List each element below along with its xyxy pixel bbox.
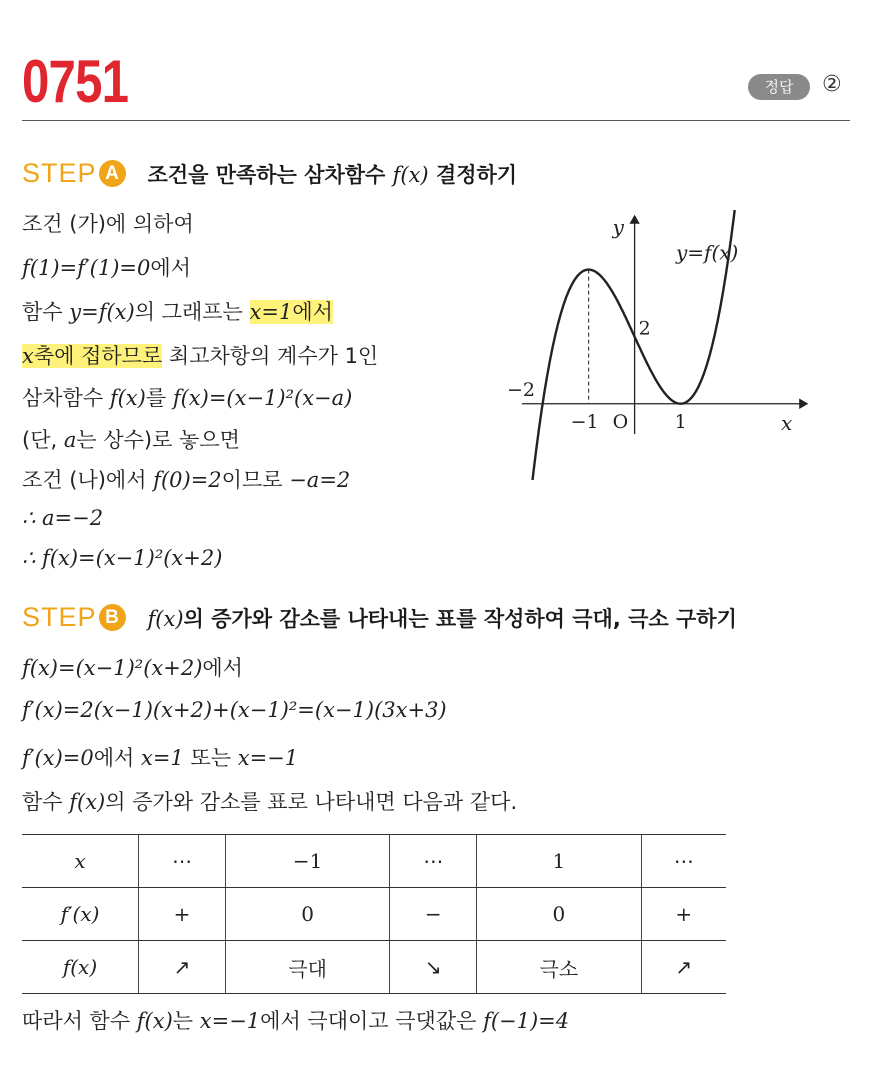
highlight-tangent-point <box>250 300 333 324</box>
step-a-line-3-pre: 함수 <box>22 300 70 324</box>
highlight-tangent-point-text: 에서 <box>292 300 333 324</box>
step-b-line-1-math: f(x)=(x−1)²(x+2) <box>22 656 203 680</box>
step-a-line-7-math-1: f(0)=2 <box>153 468 222 492</box>
step-a-line-1 <box>22 208 194 238</box>
highlight-tangent-point-math: x=1 <box>249 300 293 324</box>
table-row-function <box>22 941 726 994</box>
step-a-line-9 <box>22 546 222 570</box>
step-a-line-8-math: ∴ a=−2 <box>22 506 104 530</box>
table-cell: −1 <box>226 835 390 888</box>
step-a-title-post: 결정하기 <box>428 162 518 187</box>
step-a-line-9-math: ∴ f(x)=(x−1)²(x+2) <box>22 546 223 570</box>
step-a-line-7-math-2: −a=2 <box>289 468 351 492</box>
step-a-line-5 <box>22 382 352 412</box>
step-a-line-5-pre: 삼차함수 <box>22 386 110 410</box>
table-row-x <box>22 835 726 888</box>
conclusion-math-3: f(−1)=4 <box>483 1009 570 1033</box>
step-a-line-7-mid: 이므로 <box>221 468 290 492</box>
step-b-line-2 <box>22 698 447 722</box>
table-cell: − <box>390 888 477 941</box>
step-b-line-4-pre: 함수 <box>22 790 70 814</box>
step-a-line-7 <box>22 464 350 494</box>
curve-label: y=f(x) <box>676 240 739 265</box>
step-a-line-5-math-1: f(x) <box>109 386 146 410</box>
y-intercept-label: 2 <box>638 317 651 340</box>
step-b-line-3-math-2: x=1 <box>140 746 184 770</box>
step-b-line-4-math: f(x) <box>69 790 106 814</box>
step-a-word: STEP <box>22 158 97 188</box>
cubic-function-graph <box>505 210 815 480</box>
table-row-derivative <box>22 888 726 941</box>
step-a-line-3-mid: 의 그래프는 <box>134 300 250 324</box>
table-cell: 1 <box>477 835 641 888</box>
x-intercept-label: −2 <box>507 378 536 401</box>
answer-badge: 정답 <box>748 74 810 100</box>
tick-label-neg-1: −1 <box>570 410 599 433</box>
table-cell: ↗ <box>641 941 726 994</box>
step-b-letter-badge: B <box>99 604 126 631</box>
origin-label: O <box>612 410 629 433</box>
step-b-title-post: 의 증가와 감소를 나타내는 표를 작성하여 극대, 극소 구하기 <box>183 606 737 631</box>
tick-label-1: 1 <box>674 410 687 433</box>
step-a-line-6-pre: (단, <box>22 428 64 452</box>
step-a-line-2-math: f(1)=f′(1)=0 <box>22 256 151 280</box>
step-a-line-6-math: a <box>63 428 77 452</box>
step-a-line-6 <box>22 424 240 454</box>
table-cell: 극소 <box>477 941 641 994</box>
step-b-line-4-post: 의 증가와 감소를 표로 나타내면 다음과 같다. <box>105 790 518 814</box>
step-a-line-2-post: 에서 <box>150 256 191 280</box>
step-a-line-5-mid: 를 <box>145 386 173 410</box>
conclusion-math-1: f(x) <box>136 1009 173 1033</box>
table-cell: 0 <box>226 888 390 941</box>
highlight-tangent-axis-text: 축에 접하므로 <box>33 344 163 368</box>
table-cell: + <box>139 888 226 941</box>
step-b-line-1 <box>22 652 243 682</box>
step-b-line-3 <box>22 742 298 772</box>
conclusion-line <box>22 1005 569 1035</box>
step-b-line-3-math-1: f′(x)=0 <box>22 746 94 770</box>
step-a-line-3 <box>22 296 333 326</box>
highlight-tangent-axis-math: x <box>22 344 34 368</box>
conclusion-math-2: x=−1 <box>199 1009 261 1033</box>
step-a-heading <box>22 158 517 189</box>
table-cell: ↗ <box>139 941 226 994</box>
conclusion-pre: 따라서 함수 <box>22 1009 137 1033</box>
y-axis-label: y <box>612 215 624 239</box>
step-b-line-2-math: f′(x)=2(x−1)(x+2)+(x−1)²=(x−1)(3x+3) <box>22 698 447 722</box>
step-a-line-4-post: 최고차항의 계수가 1인 <box>162 344 379 368</box>
step-b-line-1-post: 에서 <box>202 656 243 680</box>
table-cell: ↘ <box>390 941 477 994</box>
step-b-line-3-math-3: x=−1 <box>237 746 299 770</box>
step-a-line-5-math-2: f(x)=(x−1)²(x−a) <box>172 386 353 410</box>
step-a-title-pre: 조건을 만족하는 삼차함수 <box>147 162 393 187</box>
x-axis-label: x <box>781 410 793 435</box>
step-a-line-4 <box>22 340 378 370</box>
step-a-line-7-pre: 조건 (나)에서 <box>22 468 154 492</box>
table-cell: f′(x) <box>22 888 139 941</box>
step-a-line-3-math: y=f(x) <box>69 300 135 324</box>
table-cell: ⋯ <box>390 835 477 888</box>
problem-number: 0751 <box>22 48 129 115</box>
step-a-letter-badge: A <box>99 160 126 187</box>
conclusion-mid: 는 <box>172 1009 200 1033</box>
table-cell: f(x) <box>22 941 139 994</box>
step-b-line-3-mid: 에서 <box>93 746 141 770</box>
increase-decrease-table <box>22 834 726 994</box>
table-cell: + <box>641 888 726 941</box>
step-a-line-2 <box>22 252 191 282</box>
step-a-line-6-post: 는 상수)로 놓으면 <box>76 428 240 452</box>
table-cell: ⋯ <box>139 835 226 888</box>
step-b-line-3-mid-2: 또는 <box>183 746 238 770</box>
step-a-line-8 <box>22 506 103 530</box>
answer-value: ② <box>822 72 842 97</box>
table-cell: x <box>22 835 139 888</box>
step-a-line-1-text: 조건 (가)에 의하여 <box>22 212 194 236</box>
step-a-title-math: f(x) <box>392 162 429 187</box>
header-divider <box>22 120 850 121</box>
conclusion-mid-2: 에서 극대이고 극댓값은 <box>260 1009 484 1033</box>
table-cell: 0 <box>477 888 641 941</box>
step-b-line-4 <box>22 786 517 816</box>
step-b-title-math: f(x) <box>147 606 184 631</box>
highlight-tangent-axis <box>22 344 162 368</box>
step-b-title <box>148 603 737 633</box>
table-cell: ⋯ <box>641 835 726 888</box>
step-b-word: STEP <box>22 602 97 632</box>
step-a-title <box>148 159 518 189</box>
step-b-heading <box>22 602 737 633</box>
table-cell: 극대 <box>226 941 390 994</box>
